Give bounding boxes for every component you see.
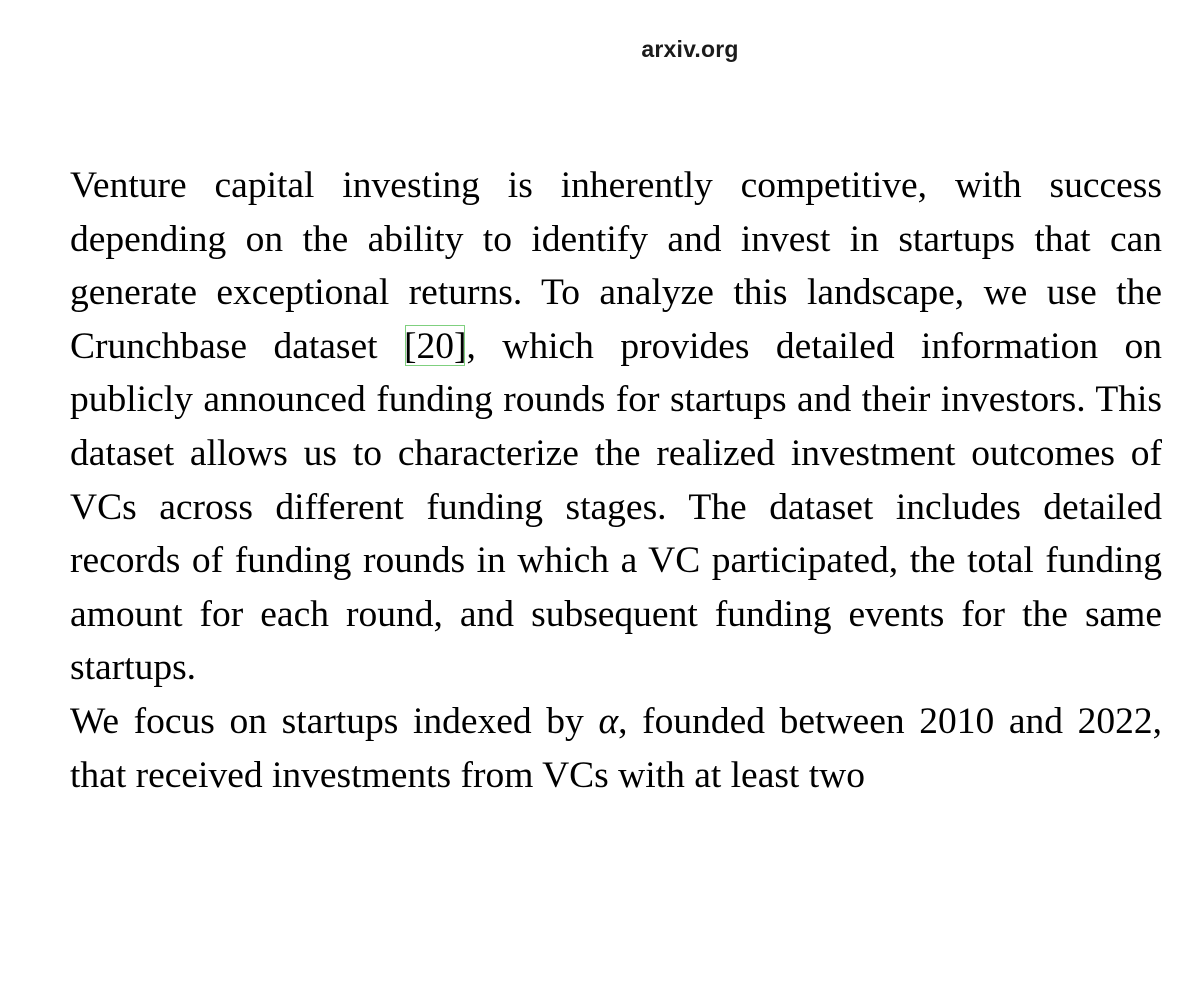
alpha-symbol: α <box>598 700 619 742</box>
document-body <box>70 159 1162 802</box>
paragraph-text: , which provides detailed information on publicly announced funding rounds for startups and their investors. This dataset allows us to characterize the realized investment outcomes of VCs across different funding stages. The dataset includes detailed records of funding rounds in which a VC participated, the total funding amount for each round, and subsequent funding events for the same startups. <box>70 325 1163 689</box>
site-url-label[interactable]: arxiv.org <box>641 36 739 62</box>
citation-link[interactable]: [20] <box>402 322 468 370</box>
paragraph-text: , founded between 2010 and 2022, that received investments from VCs with at least two <box>70 700 1163 796</box>
paragraph-crunchbase-dataset <box>70 159 1162 695</box>
browser-top-bar <box>0 0 1200 100</box>
paragraph-startup-focus <box>70 695 1162 802</box>
paragraph-text: We focus on startups indexed by <box>70 700 599 742</box>
paragraph-text: Venture capital investing is inherently competitive, with success depending on the ability to identify and invest in startups that can generate exceptional returns. To analyze this landscape, we use the Crunchbase dataset <box>70 165 1162 367</box>
